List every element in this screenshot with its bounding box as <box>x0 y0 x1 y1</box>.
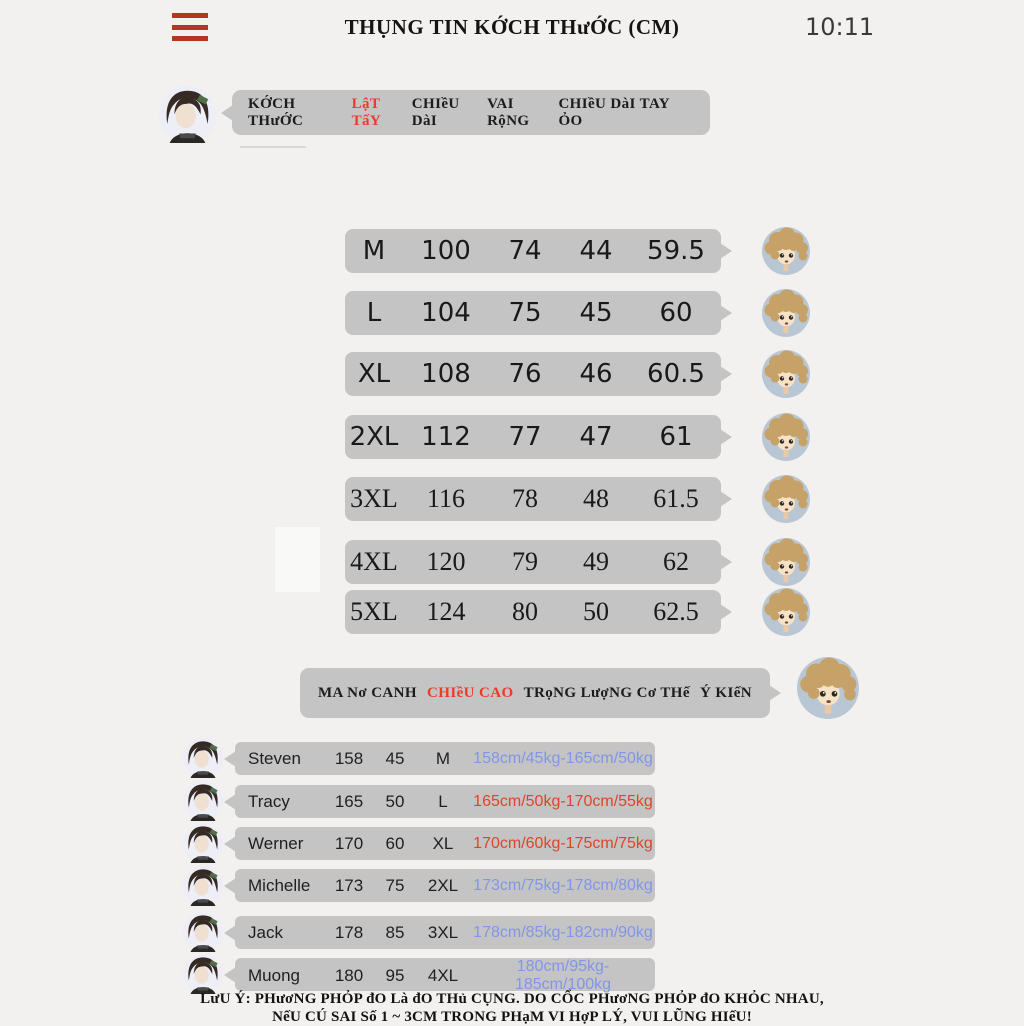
model-range: 158cm/45kg-165cm/50kg <box>473 749 653 767</box>
model-weight: 95 <box>385 966 405 985</box>
col-shoulder: VAI RộNG <box>487 95 530 129</box>
chest-value: 120 <box>426 547 466 576</box>
model-range: 173cm/75kg-178cm/80kg <box>473 876 653 894</box>
length-value: 75 <box>508 298 542 328</box>
length-value: 79 <box>512 547 538 576</box>
size-label: 2XL <box>349 422 399 452</box>
model-size: XL <box>432 833 454 853</box>
blonde-boy-avatar <box>762 538 810 586</box>
size-row <box>345 590 721 634</box>
size-label: 3XL <box>350 484 398 513</box>
blonde-boy-avatar <box>762 588 810 636</box>
size-row <box>345 352 721 396</box>
dark-boy-avatar <box>183 912 223 952</box>
col-weight: TRọNG LượNG Cơ THế <box>523 684 690 701</box>
shoulder-value: 44 <box>579 236 613 266</box>
size-row <box>345 540 721 584</box>
size-table-header <box>232 90 710 135</box>
blonde-boy-avatar <box>762 475 810 523</box>
model-range: 180cm/95kg-185cm/100kg <box>514 958 612 993</box>
dark-boy-avatar <box>183 866 223 906</box>
size-row <box>345 477 721 521</box>
sleeve-value: 62.5 <box>653 597 699 626</box>
bubble-tail-icon <box>224 925 236 941</box>
model-range: 170cm/60kg-175cm/75kg <box>473 834 653 852</box>
sleeve-value: 62 <box>663 547 689 576</box>
col-opinion: Ý KIếN <box>700 684 752 701</box>
shoulder-value: 45 <box>579 298 613 328</box>
page-title: THỤNG TIN KỚCH THưỚC (CM) <box>344 15 680 39</box>
size-label: 4XL <box>350 547 398 576</box>
dark-boy-avatar <box>183 738 223 778</box>
model-size: L <box>438 791 448 811</box>
model-size: 3XL <box>427 922 459 942</box>
model-size: M <box>435 748 451 768</box>
col-flip: LậT TấY <box>351 95 382 129</box>
dark-boy-avatar <box>183 781 223 821</box>
model-row <box>235 785 655 818</box>
size-row <box>345 229 721 273</box>
length-value: 78 <box>512 484 538 513</box>
shoulder-value: 47 <box>579 422 613 452</box>
bubble-tail-icon <box>720 491 732 507</box>
model-weight: 50 <box>385 791 405 811</box>
col-height: CHIềU CAO <box>427 684 514 701</box>
dark-boy-avatar <box>183 954 223 994</box>
blonde-boy-avatar <box>762 413 810 461</box>
sleeve-value: 60 <box>659 298 693 328</box>
model-range: 165cm/50kg-170cm/55kg <box>473 792 653 810</box>
model-name: Muong <box>248 966 300 985</box>
model-name: Werner <box>248 833 304 853</box>
size-label: L <box>366 298 382 328</box>
blonde-boy-avatar <box>762 289 810 337</box>
model-table-header <box>300 668 770 718</box>
shoulder-value: 50 <box>583 597 609 626</box>
bubble-tail-icon <box>224 836 236 852</box>
model-name: Steven <box>248 748 301 768</box>
model-height: 173 <box>334 875 364 895</box>
bubble-tail-icon <box>224 967 236 983</box>
bubble-tail-icon <box>720 305 732 321</box>
bubble-tail-icon <box>720 429 732 445</box>
shoulder-value: 46 <box>579 359 613 389</box>
divider <box>240 146 306 148</box>
model-row <box>235 742 655 775</box>
bubble-tail-icon <box>224 794 236 810</box>
blonde-boy-avatar <box>797 657 859 719</box>
bubble-tail-icon <box>720 604 732 620</box>
bubble-tail-icon <box>720 366 732 382</box>
bubble-tail-icon <box>769 685 781 701</box>
length-value: 74 <box>508 236 542 266</box>
model-height: 180 <box>334 966 364 985</box>
model-size: 2XL <box>427 875 459 895</box>
col-sleeve: CHIềU DàI TAY ỎO <box>558 95 670 129</box>
sleeve-value: 59.5 <box>647 236 705 266</box>
model-name: Jack <box>248 922 283 942</box>
model-size: 4XL <box>427 966 459 985</box>
model-height: 158 <box>334 748 364 768</box>
chest-value: 112 <box>421 422 471 452</box>
col-size: KỚCH THưỚC <box>248 95 304 129</box>
model-row <box>235 827 655 860</box>
model-name: Michelle <box>248 875 311 895</box>
bubble-tail-icon <box>221 105 233 121</box>
size-note-line2: NếU CÚ SAI Số 1 ~ 3CM TRONG PHạM VI HợP LÝ, VUI LŨNG HIếU! <box>272 1009 752 1025</box>
dark-boy-avatar <box>183 823 223 863</box>
status-time: 10:11 <box>805 13 875 41</box>
size-label: XL <box>357 359 391 389</box>
shoulder-value: 48 <box>583 484 609 513</box>
model-weight: 60 <box>385 833 405 853</box>
size-note-line1: LưU Ý: PHươNG PHỎP đO Là đO THủ CỤNG. DO CỔC PHươNG PHỎP đO KHỎC NHAU, <box>200 991 824 1007</box>
model-height: 178 <box>334 922 364 942</box>
length-value: 80 <box>512 597 538 626</box>
col-model: MA Nơ CANH <box>318 684 417 701</box>
blonde-boy-avatar <box>762 227 810 275</box>
dark-boy-avatar <box>159 86 216 143</box>
model-row <box>235 916 655 949</box>
model-weight: 75 <box>385 875 405 895</box>
size-label: M <box>362 236 386 266</box>
chest-value: 124 <box>426 597 466 626</box>
chest-value: 108 <box>421 359 471 389</box>
bubble-tail-icon <box>224 878 236 894</box>
model-weight: 85 <box>385 922 405 942</box>
model-height: 170 <box>334 833 364 853</box>
watermark <box>275 527 320 592</box>
model-height: 165 <box>334 791 364 811</box>
bubble-tail-icon <box>720 554 732 570</box>
shoulder-value: 49 <box>583 547 609 576</box>
model-name: Tracy <box>248 791 290 811</box>
model-weight: 45 <box>385 748 405 768</box>
model-range: 178cm/85kg-182cm/90kg <box>473 923 653 941</box>
bubble-tail-icon <box>224 751 236 767</box>
blonde-boy-avatar <box>762 350 810 398</box>
length-value: 76 <box>508 359 542 389</box>
length-value: 77 <box>508 422 542 452</box>
sleeve-value: 60.5 <box>647 359 705 389</box>
chest-value: 100 <box>421 236 471 266</box>
chest-value: 116 <box>426 484 466 513</box>
model-row <box>235 958 655 991</box>
size-row <box>345 291 721 335</box>
size-row <box>345 415 721 459</box>
sleeve-value: 61.5 <box>653 484 699 513</box>
size-label: 5XL <box>350 597 398 626</box>
model-row <box>235 869 655 902</box>
sleeve-value: 61 <box>659 422 693 452</box>
size-note <box>0 990 1024 1026</box>
bubble-tail-icon <box>720 243 732 259</box>
col-length: CHIềU DàI <box>411 95 460 129</box>
chest-value: 104 <box>421 298 471 328</box>
